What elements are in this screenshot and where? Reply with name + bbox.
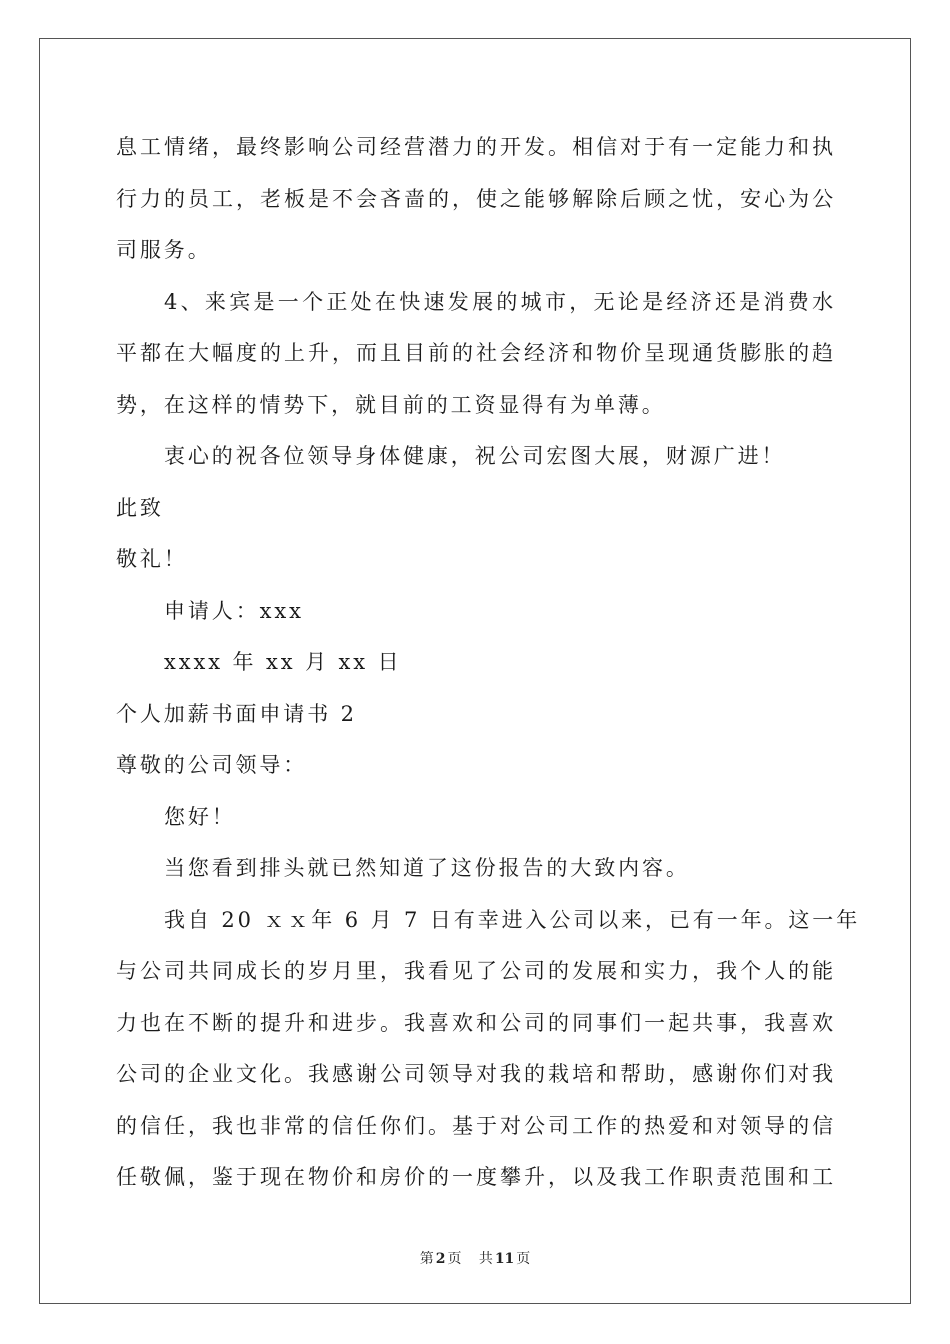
intro-line: 当您看到排头就已然知道了这份报告的大致内容。 — [164, 856, 690, 880]
paragraph-line: 行力的员工，老板是不会吝啬的，使之能够解除后顾之忧，安心为公 — [116, 186, 836, 211]
greeting: 您好！ — [164, 804, 236, 829]
paragraph-line: 司服务。 — [116, 238, 212, 262]
paragraph-line: 与公司共同成长的岁月里，我看见了公司的发展和实力，我个人的能 — [116, 959, 836, 983]
paragraph-line: 势，在这样的情势下，就目前的工资显得有为单薄。 — [116, 392, 666, 417]
applicant-line: 申请人：xxx — [164, 598, 304, 623]
paragraph-line: 任敬佩，鉴于现在物价和房价的一度攀升，以及我工作职责范围和工 — [116, 1165, 836, 1189]
document-body — [116, 122, 861, 1204]
paragraph-line: 4、来宾是一个正处在快速发展的城市，无论是经济还是消费水 — [164, 289, 836, 314]
paragraph-line: 平都在大幅度的上升，而且目前的社会经济和物价呈现通货膨胀的趋 — [116, 341, 836, 365]
paragraph-line: 的信任，我也非常的信任你们。基于对公司工作的热爱和对领导的信 — [116, 1113, 836, 1138]
closing-cizhi: 此致 — [116, 495, 164, 520]
total-prefix: 共 — [478, 1251, 493, 1267]
paragraph-line: 我自 20 ｘｘ年 6 月 7 日有幸进入公司以来，已有一年。这一年 — [164, 907, 861, 932]
page-total: 11 — [494, 1251, 515, 1267]
page-suffix: 页 — [447, 1251, 462, 1267]
page-current: 2 — [435, 1251, 446, 1267]
date-line: xxxx 年 xx 月 xx 日 — [164, 650, 402, 674]
total-suffix: 页 — [516, 1251, 531, 1267]
salutation: 尊敬的公司领导： — [116, 753, 308, 777]
paragraph-line: 息工情绪，最终影响公司经营潜力的开发。相信对于有一定能力和执 — [116, 135, 836, 159]
wishes-line: 衷心的祝各位领导身体健康，祝公司宏图大展，财源广进！ — [164, 444, 786, 468]
page-prefix: 第 — [419, 1251, 434, 1267]
page-footer — [0, 1248, 950, 1268]
closing-jingli: 敬礼！ — [116, 547, 188, 571]
paragraph-line: 公司的企业文化。我感谢公司领导对我的栽培和帮助，感谢你们对我 — [116, 1062, 836, 1086]
section-title: 个人加薪书面申请书 2 — [116, 701, 357, 726]
paragraph-line: 力也在不断的提升和进步。我喜欢和公司的同事们一起共事，我喜欢 — [116, 1010, 836, 1035]
